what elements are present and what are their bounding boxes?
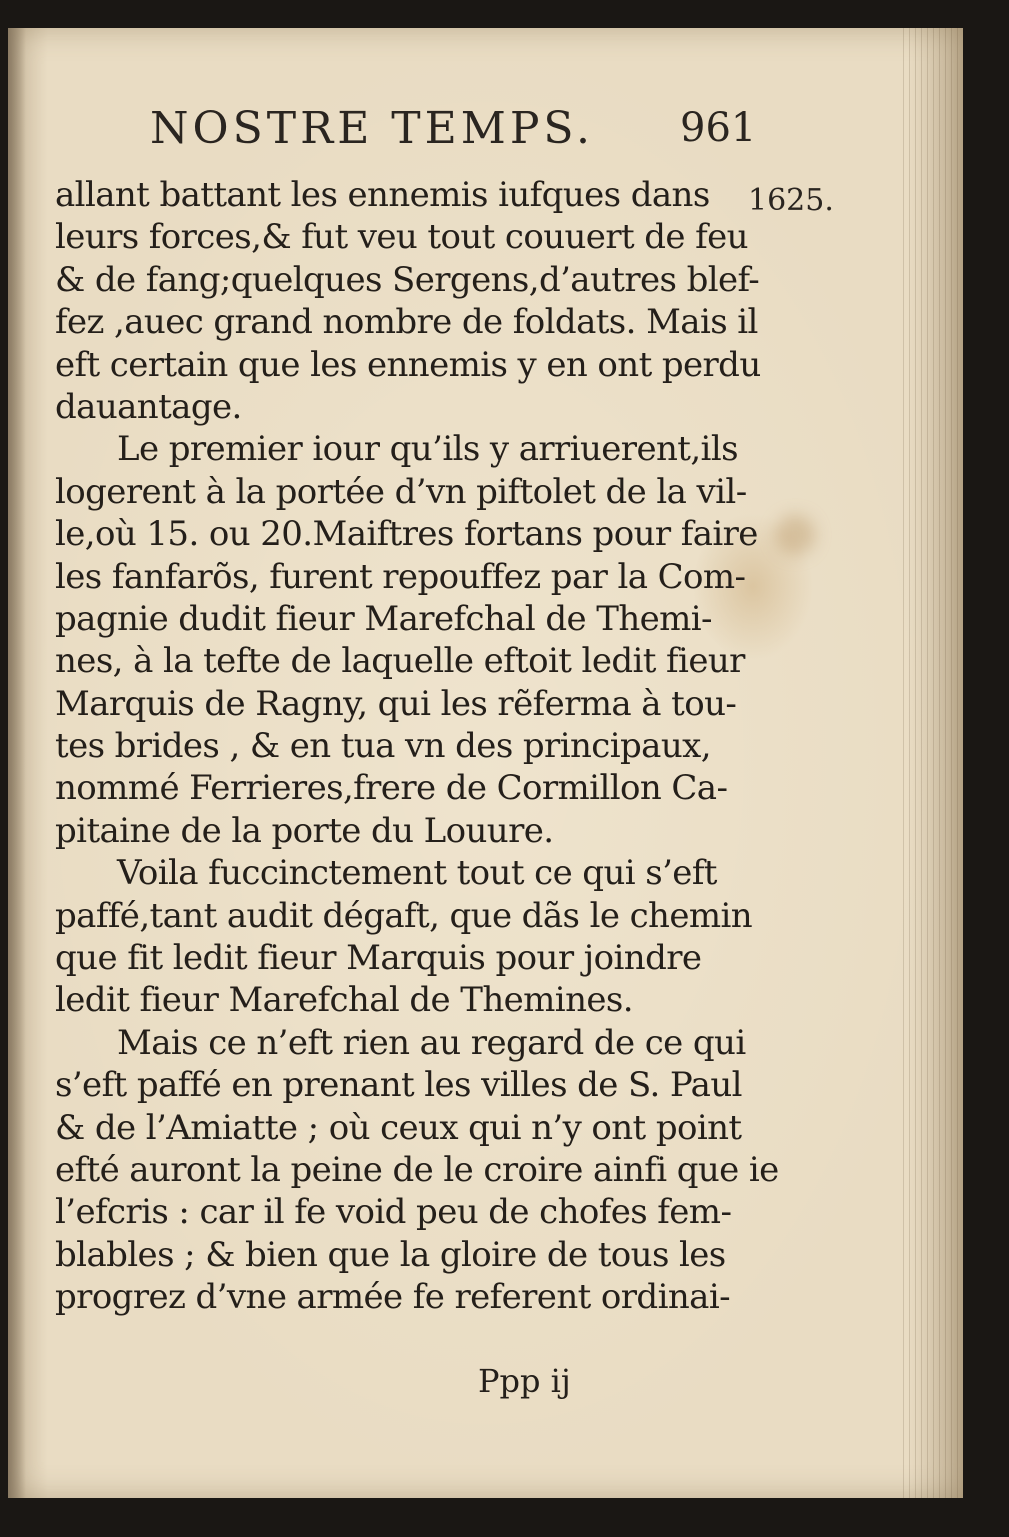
text-line: Marquis de Ragny, qui les rẽferma à tou-: [55, 683, 737, 724]
page-edges: [903, 28, 963, 1498]
text-line: l’efcris : car il fe void peu de chofes fem-: [55, 1192, 732, 1233]
text-line: & de l’Amiatte ; où ceux qui n’y ont point: [55, 1107, 742, 1148]
paragraph-start: Mais ce n’eft rien au regard de ce qui: [117, 1022, 746, 1063]
text-line: blables ; & bien que la gloire de tous les: [55, 1234, 726, 1275]
text-line: s’eft paffé en prenant les villes de S. Paul: [55, 1065, 742, 1106]
text-line: tes brides , & en tua vn des principaux,: [55, 726, 711, 767]
text-line: progrez d’vne armée fe referent ordinai-: [55, 1277, 730, 1318]
text-line: allant battant les ennemis iufques dans: [55, 175, 710, 215]
text-line: leurs forces,& fut veu tout couuert de feu: [55, 217, 748, 258]
paragraph-start: Voila fuccinctement tout ce qui s’eft: [117, 853, 717, 894]
text-line: & de fang;quelques Sergens,d’autres blef-: [55, 259, 760, 300]
text-line: ledit fieur Marefchal de Themines.: [55, 980, 633, 1021]
running-title: NOSTRE TEMPS.: [150, 103, 594, 154]
text-line: dauantage.: [55, 386, 242, 427]
text-line: paffé,tant audit dégaft, que dãs le chemin: [55, 895, 753, 936]
body-text: [55, 174, 779, 1319]
text-line: les fanfarõs, furent repouffez par la Com-: [55, 556, 746, 597]
page-number: 961: [680, 105, 757, 151]
text-line: le,où 15. ou 20.Maiftres fortans pour faire: [55, 514, 758, 555]
text-line: eft certain que les ennemis y en ont perdu: [55, 344, 761, 385]
signature-mark: Ppp ij: [478, 1362, 571, 1400]
text-line: pitaine de la porte du Louure.: [55, 810, 554, 851]
text-line: efté auront la peine de le croire ainfi que ie: [55, 1149, 779, 1190]
text-line: pagnie dudit fieur Marefchal de Themi-: [55, 598, 712, 639]
paragraph-start: Le premier iour qu’ils y arriuerent,ils: [117, 429, 738, 470]
text-line: fez ,auec grand nombre de foldats. Mais il: [55, 302, 758, 343]
page-header: [150, 103, 770, 173]
text-line: logerent à la portée d’vn piftolet de la vil-: [55, 471, 747, 512]
margin-year-note: 1625.: [748, 183, 834, 218]
page-gutter: [8, 28, 26, 1498]
paper-stain: [775, 515, 815, 555]
text-line: que fit ledit fieur Marquis pour joindre: [55, 938, 702, 979]
text-line: nommé Ferrieres,frere de Cormillon Ca-: [55, 768, 728, 809]
text-line: nes, à la tefte de laquelle eftoit ledit fieur: [55, 641, 745, 682]
